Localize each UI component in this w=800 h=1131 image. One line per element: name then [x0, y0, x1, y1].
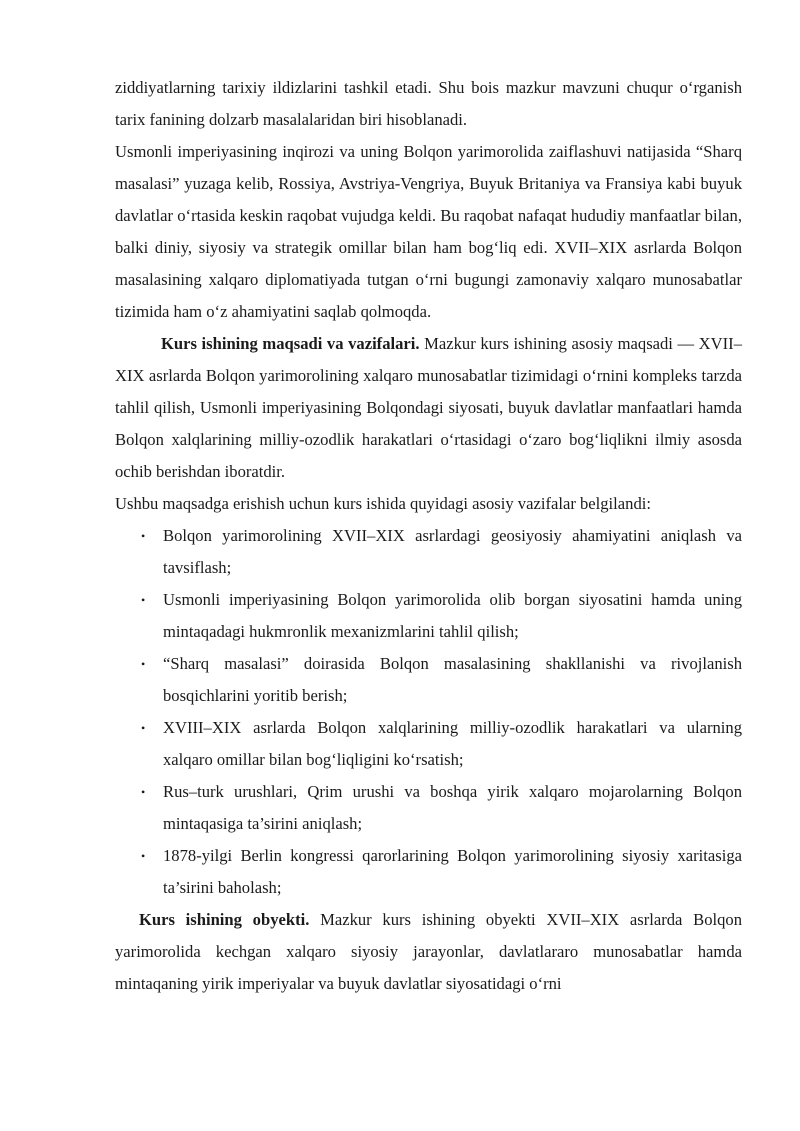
- list-item: [115, 712, 742, 776]
- bullet: •: [141, 785, 146, 799]
- object-text: Mazkur kurs ishining obyekti XVII–XIX asrlarda Bolqon yarimorolida kechgan xalqaro siyosiy jarayonlar, davlatlararo munosabatlar hamda mintaqaning yirik imperiyalar va buyuk davlatlar siyosatidagi o‘rni: [115, 910, 743, 993]
- list-item: [115, 520, 742, 584]
- paragraph-eastern-question: Usmonli imperiyasining inqirozi va uning Bolqon yarimorolida zaiflashuvi natijasida “Sharq masalasi” yuzaga kelib, Rossiya, Avstriya-Vengriya, Buyuk Britaniya va Fransiya kabi buyuk davlatlar o‘rtasida keskin raqobat vujudga keldi. Bu raqobat nafaqat hududiy manfaatlar bilan, balki diniy, siyosiy va strategik omillar bilan ham bog‘liq edi. XVII–XIX asrlarda Bolqon masalasining xalqaro diplomatiyada tutgan o‘rni bugungi zamonaviy xalqaro munosabatlar tizimida ham o‘z ahamiyatini saqlab qolmoqda.: [115, 142, 742, 321]
- list-item-text: XVIII–XIX asrlarda Bolqon xalqlarining milliy-ozodlik harakatlari va ularning xalqaro omillar bilan bog‘liqligini ko‘rsatish;: [163, 718, 742, 769]
- list-item: [115, 584, 742, 648]
- goals-text: Mazkur kurs ishining asosiy maqsadi — XVII–XIX asrlarda Bolqon yarimorolining xalqaro munosabatlar tizimidagi o‘rnini kompleks tarzda tahlil qilish, Usmonli imperiyasining Bolqondagi siyosati, buyuk davlatlar manfaatlari hamda Bolqon xalqlarining milliy-ozodlik harakatlari o‘rtasidagi o‘zaro bog‘liqlikni ilmiy asosda ochib berishdan iboratdir.: [115, 334, 742, 481]
- object-heading: Kurs ishining obyekti.: [139, 910, 310, 929]
- bullet: •: [141, 721, 146, 735]
- bullet: •: [141, 593, 146, 607]
- list-item-text: Usmonli imperiyasining Bolqon yarimorolida olib borgan siyosatini hamda uning mintaqadagi hukmronlik mexanizmlarini tahlil qilish;: [163, 590, 742, 641]
- paragraph-goals: [115, 328, 742, 488]
- paragraph-tasks-intro: Ushbu maqsadga erishish uchun kurs ishida quyidagi asosiy vazifalar belgilandi:: [115, 494, 651, 513]
- bullet: •: [141, 529, 146, 543]
- bullet: •: [141, 849, 146, 863]
- list-item-text: “Sharq masalasi” doirasida Bolqon masalasining shakllanishi va rivojlanish bosqichlarini yoritib berish;: [163, 654, 742, 705]
- bullet: •: [141, 657, 146, 671]
- tasks-list: [115, 520, 742, 904]
- list-item-text: 1878-yilgi Berlin kongressi qarorlarining Bolqon yarimorolining siyosiy xaritasiga ta’sirini baholash;: [163, 846, 742, 897]
- paragraph-continuation: ziddiyatlarning tarixiy ildizlarini tashkil etadi. Shu bois mazkur mavzuni chuqur o‘rganish tarix fanining dolzarb masalalaridan biri hisoblanadi.: [115, 78, 742, 129]
- list-item-text: Bolqon yarimorolining XVII–XIX asrlardagi geosiyosiy ahamiyatini aniqlash va tavsiflash;: [163, 526, 742, 577]
- page-content: [115, 72, 742, 1000]
- list-item: [115, 648, 742, 712]
- list-item-text: Rus–turk urushlari, Qrim urushi va boshqa yirik xalqaro mojarolarning Bolqon mintaqasiga ta’sirini aniqlash;: [163, 782, 742, 833]
- list-item: [115, 840, 742, 904]
- list-item: [115, 776, 742, 840]
- paragraph-object: [115, 904, 742, 1000]
- goals-heading: Kurs ishining maqsadi va vazifalari.: [161, 334, 420, 353]
